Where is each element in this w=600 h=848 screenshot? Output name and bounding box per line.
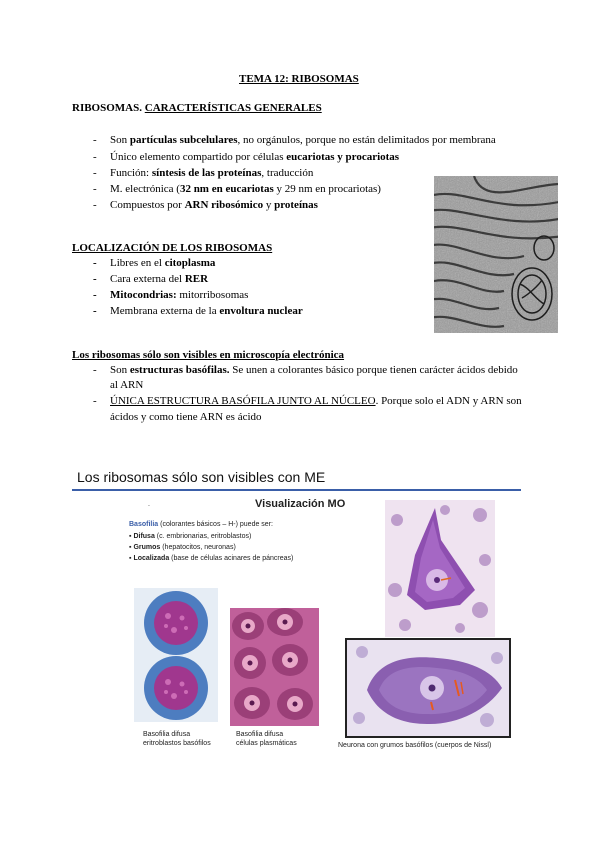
caption-plasma-cells: Basofilia difusa células plasmáticas <box>236 731 297 747</box>
slide-dot: . <box>148 501 150 508</box>
list-item-continuation: ácidos y como tiene ARN es ácido <box>110 411 262 423</box>
slide-title: Los ribosomas sólo son visibles con ME <box>77 469 326 485</box>
list-item-continuation: al ARN <box>110 379 144 391</box>
page-title: TEMA 12: RIBOSOMAS <box>239 73 359 85</box>
list-item: Libres en el citoplasma <box>110 257 216 269</box>
list-item: Son partículas subcelulares, no orgánulos, porque no están delimitados por membrana <box>110 134 496 146</box>
section1-heading: RIBOSOMAS. CARACTERÍSTICAS GENERALES <box>72 102 322 114</box>
list-item: Mitocondrias: mitorribosomas <box>110 289 249 301</box>
list-item: Función: síntesis de las proteínas, traducción <box>110 167 314 179</box>
slide-bullet: ▪ Difusa (c. embrionarias, eritroblastos) <box>129 533 252 540</box>
electron-micrograph-image <box>434 176 558 333</box>
slide-intro: Basofilia (colorantes básicos – H-) puede ser: <box>129 521 273 528</box>
section3-heading: Los ribosomas sólo son visibles en microscopía electrónica <box>72 349 345 361</box>
slide-bullets <box>129 532 293 565</box>
slide-divider <box>72 489 521 491</box>
neuron-nissl-micrograph-image <box>345 638 511 738</box>
slide-bullet: ▪ Grumos (hepatocitos, neuronas) <box>129 544 236 551</box>
list-item: M. electrónica (32 nm en eucariotas y 29 nm en procariotas) <box>110 183 381 195</box>
slide-subtitle: Visualización MO <box>255 498 346 510</box>
slide-bullet: ▪ Localizada (base de células acinares de páncreas) <box>129 555 294 562</box>
list-item: Único elemento compartido por células eucariotas y procariotas <box>110 151 400 163</box>
erythroblasts-micrograph-image <box>134 588 218 722</box>
list-item: Cara externa del RER <box>110 273 209 285</box>
section2-heading: LOCALIZACIÓN DE LOS RIBOSOMAS <box>72 242 273 254</box>
caption-erythroblasts: Basofilia difusa eritroblastos basófilos <box>143 731 211 747</box>
neuron-micrograph-image <box>385 500 495 637</box>
list-item: Son estructuras basófilas. Se unen a colorantes básico porque tienen carácter ácidos debido <box>110 364 518 376</box>
plasma-cells-micrograph-image <box>230 608 319 726</box>
list-item: Compuestos por ARN ribosómico y proteínas <box>110 199 318 211</box>
caption-neuron: Neurona con grumos basófilos (cuerpos de Nissl) <box>338 742 492 749</box>
list-item: ÚNICA ESTRUCTURA BASÓFILA JUNTO AL NÚCLEO. Porque solo el ADN y ARN son <box>110 395 522 407</box>
list-item: Membrana externa de la envoltura nuclear <box>110 305 303 317</box>
